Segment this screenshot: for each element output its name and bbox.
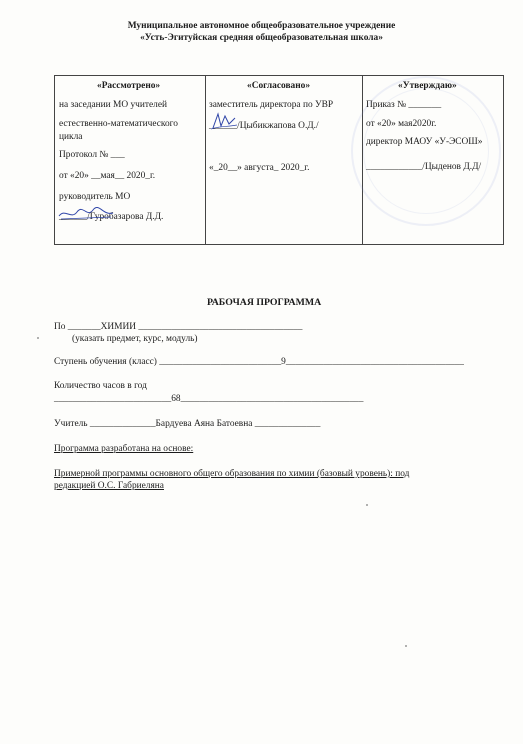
reviewed-signature-line: ______/Гуробазарова Д.Д. xyxy=(59,212,164,222)
basis-heading: Программа разработана на основе: xyxy=(54,444,194,454)
handwritten-signature xyxy=(57,204,117,224)
subject-hint: (указать предмет, курс, модуль) xyxy=(72,334,198,344)
reviewed-cell xyxy=(59,76,205,244)
school-type-line: Муниципальное автономное общеобразовательное учреждение xyxy=(127,21,396,31)
reviewed-title: «Рассмотрено» xyxy=(97,81,161,91)
agreed-signature-line: ______/Цыбикжапова О.Д./ xyxy=(209,121,319,131)
school-header xyxy=(0,21,523,44)
agreed-cell xyxy=(209,76,362,244)
approved-signature-line: ____________/Цыденов Д.Д/ xyxy=(366,162,482,172)
reviewed-head-line: руководитель МО xyxy=(59,192,131,202)
reviewed-protocol-line: Протокол № ___ xyxy=(59,150,125,160)
table-divider xyxy=(205,76,206,244)
agreed-date-line: «_20__» августа_ 2020_г. xyxy=(209,163,310,173)
agreed-position-line: заместитель директора по УВР xyxy=(209,100,334,110)
scan-speck xyxy=(37,337,39,339)
approved-order-line: Приказ № _______ xyxy=(366,100,442,110)
document-title: РАБОЧАЯ ПРОГРАММА xyxy=(207,297,322,308)
approved-cell xyxy=(366,76,503,244)
school-name-line: «Усть-Эгитуйская средняя общеобразовательная школа» xyxy=(140,32,383,43)
reviewed-date-line: от «20» __мая__ 2020_г. xyxy=(59,171,156,181)
approved-title: «Утверждаю» xyxy=(398,81,457,91)
agreed-title: «Согласовано» xyxy=(247,81,311,91)
grade-line: Ступень обучения (класс) __________________________9______________________________________ xyxy=(54,357,464,367)
scan-speck xyxy=(405,645,407,647)
approval-table xyxy=(54,75,504,245)
hours-label: Количество часов в год xyxy=(54,381,147,391)
approved-date-line: от «20» мая2020г. xyxy=(366,119,437,129)
basis-text-line2: редакцией О.С. Габриеляна xyxy=(54,481,164,491)
approved-director-line: директор МАОУ «У-ЭСОШ» xyxy=(366,137,483,147)
reviewed-dept-line: естественно-математического xyxy=(59,119,178,129)
hours-line: _________________________68_______________________________________ xyxy=(54,394,364,404)
scan-speck xyxy=(366,504,368,506)
handwritten-signature xyxy=(209,110,239,132)
subject-line: По _______ХИМИИ ___________________________________ xyxy=(54,322,303,332)
reviewed-cycle-line: цикла xyxy=(59,132,83,142)
teacher-line: Учитель ______________Бардуева Аяна Батоевна ______________ xyxy=(54,419,321,429)
basis-text-line1: Примерной программы основного общего образования по химии (базовый уровень): под xyxy=(54,469,410,479)
reviewed-meeting-line: на заседании МО учителей xyxy=(59,100,168,110)
